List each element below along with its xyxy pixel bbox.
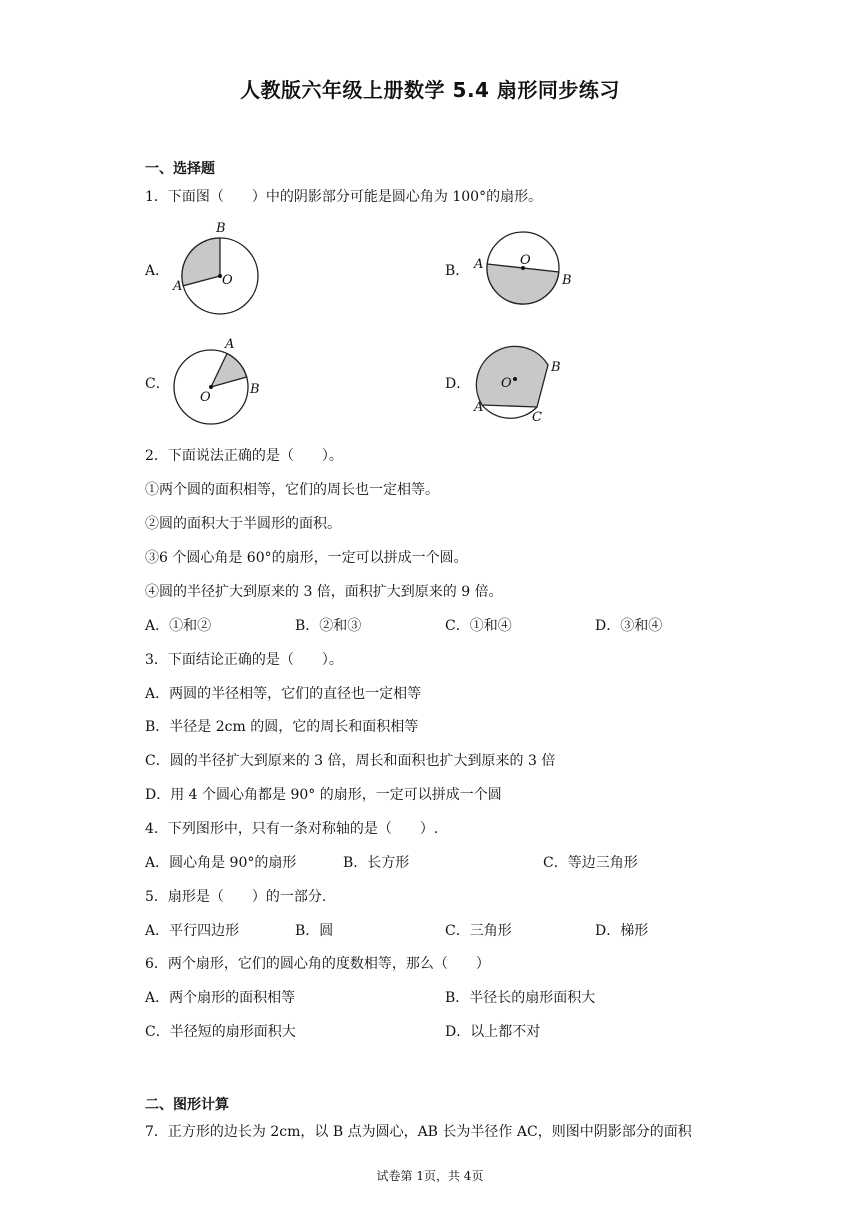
q6-option-c: C．半径短的扇形面积大 [145, 1024, 296, 1040]
question-2-stem: 2．下面说法正确的是（ ）。 [145, 448, 343, 464]
question-4-stem: 4．下列图形中，只有一条对称轴的是（ ）. [145, 821, 439, 837]
point-o-label: O [520, 253, 531, 268]
q2-statement-4: ④圆的半径扩大到原来的 3 倍，面积扩大到原来的 9 倍。 [145, 584, 503, 600]
q4-option-c: C．等边三角形 [543, 855, 638, 871]
q1-option-d-figure [470, 335, 580, 430]
page-footer: 试卷第 1页，共 4页 [376, 1169, 484, 1183]
q2-option-a: A．①和② [145, 618, 212, 634]
q5-option-a: A．平行四边形 [145, 923, 240, 939]
point-c-label: C [532, 410, 542, 425]
point-a-label: A [474, 257, 484, 272]
q1-option-d-label: D． [445, 376, 471, 392]
q2-option-b: B．②和③ [295, 618, 362, 634]
point-a-label: A [225, 337, 235, 352]
point-o-label: O [222, 273, 233, 288]
point-b-label: B [562, 273, 572, 288]
q1-option-b-figure [470, 228, 580, 318]
point-o-label: O [501, 376, 512, 391]
point-b-label: B [216, 221, 226, 236]
q2-option-d: D．③和④ [595, 618, 663, 634]
q5-option-c: C．三角形 [445, 923, 512, 939]
q3-option-d: D．用 4 个圆心角都是 90° 的扇形，一定可以拼成一个圆 [145, 787, 502, 803]
page-title: 人教版六年级上册数学 5.4 扇形同步练习 [240, 78, 620, 102]
q6-option-b: B．半径长的扇形面积大 [445, 990, 596, 1006]
q1-option-c-figure [170, 335, 280, 430]
question-1-stem: 1．下面图（ ）中的阴影部分可能是圆心角为 100°的扇形。 [145, 189, 543, 205]
q3-option-b: B．半径是 2cm 的圆，它的周长和面积相等 [145, 719, 419, 735]
q6-option-d: D．以上都不对 [445, 1024, 541, 1040]
q1-option-c-label: C． [145, 376, 170, 392]
question-6-stem: 6．两个扇形，它们的圆心角的度数相等，那么（ ） [145, 956, 490, 972]
point-a-label: A [474, 400, 484, 415]
question-7-stem: 7．正方形的边长为 2cm，以 B 点为圆心，AB 长为半径作 AC，则图中阴影部分的面积 [145, 1124, 692, 1140]
point-b-label: B [250, 382, 260, 397]
q1-option-b-label: B． [445, 263, 470, 279]
q3-option-c: C．圆的半径扩大到原来的 3 倍，周长和面积也扩大到原来的 3 倍 [145, 753, 556, 769]
question-5-stem: 5．扇形是（ ）的一部分. [145, 889, 327, 905]
q2-statement-3: ③6 个圆心角是 60°的扇形，一定可以拼成一个圆。 [145, 550, 468, 566]
question-3-stem: 3．下面结论正确的是（ ）。 [145, 652, 343, 668]
q4-option-a: A．圆心角是 90°的扇形 [145, 855, 297, 871]
q2-option-c: C．①和④ [445, 618, 512, 634]
q6-option-a: A．两个扇形的面积相等 [145, 990, 296, 1006]
q1-option-a-figure [170, 220, 270, 320]
point-b-label: B [551, 360, 561, 375]
q3-option-a: A．两圆的半径相等，它们的直径也一定相等 [145, 686, 422, 702]
section-heading-calculation: 二、图形计算 [145, 1097, 229, 1113]
q5-option-d: D．梯形 [595, 923, 649, 939]
q2-statement-1: ①两个圆的面积相等，它们的周长也一定相等。 [145, 482, 439, 498]
q4-option-b: B．长方形 [343, 855, 410, 871]
q2-statement-2: ②圆的面积大于半圆形的面积。 [145, 516, 341, 532]
point-o-label: O [200, 390, 211, 405]
q1-option-a-label: A． [145, 263, 170, 279]
q5-option-b: B．圆 [295, 923, 334, 939]
section-heading-choice: 一、选择题 [145, 161, 215, 177]
point-a-label: A [173, 279, 183, 294]
